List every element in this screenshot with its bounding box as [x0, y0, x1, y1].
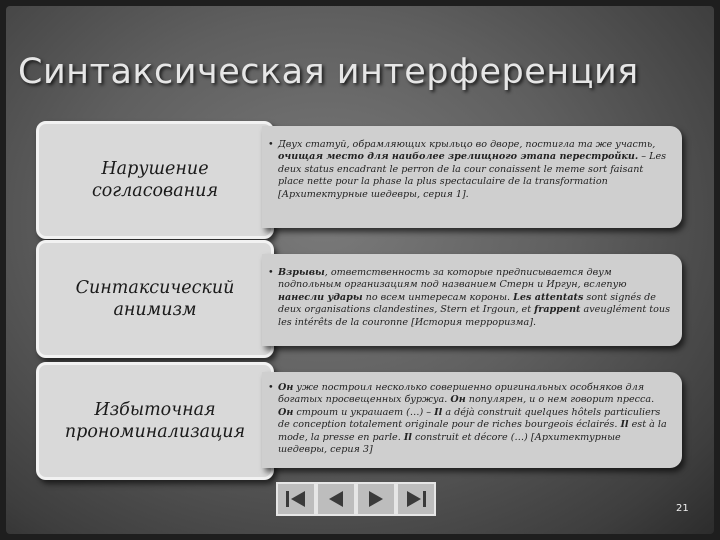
last-page-icon — [403, 488, 429, 510]
bullet: • — [268, 139, 274, 150]
text-segment: a déjà construit quelques hôtels particuliers de conception totalement originale pour de riches bourgeois éclairés. — [278, 406, 661, 431]
label-text: Нарушение согласования — [91, 159, 219, 201]
bullet: • — [268, 267, 274, 278]
text-bold: нанесли удары — [278, 291, 363, 303]
label-text: Избыточная прономинализация — [64, 400, 246, 442]
text-segment: Двух статуй, обрамляющих крыльцо во дворе, постигла та же участь, — [278, 139, 656, 150]
label-box-agreement — [36, 121, 274, 239]
text-box-agreement — [262, 126, 682, 228]
label-box-pronominalization — [36, 362, 274, 480]
text-segment: – Les deux status encadrant le perron de la cour conaissent le meme sort faisant place nette pour la phase la plus spectaculaire de la transformation [Архитектурные шедевры, серия 1]. — [278, 151, 667, 200]
next-slide-button[interactable] — [356, 482, 396, 516]
text-segment: уже построил несколько совершенно оригинальных особняков для богатых просвещенных буржуа. — [278, 382, 645, 406]
text-segment: est à la mode, la presse en parle. — [278, 419, 667, 443]
text-segment: construit et décore (…) [Архитектурные шедевры, серия 3] — [278, 431, 621, 456]
text-bold: Il — [403, 431, 412, 443]
page-number: 21 — [676, 503, 689, 514]
text-segment: популярен, и о нем говорит пресса. — [465, 394, 655, 406]
text-bold: Он — [278, 406, 294, 418]
last-slide-button[interactable] — [396, 482, 436, 516]
text-bold: frappent — [534, 304, 581, 316]
text-segment: sont signés de deux organisations clandestines, Stern et Irgoun, et — [278, 291, 656, 316]
label-text: Синтаксический анимизм — [75, 278, 235, 320]
text-segment: по всем интересам короны. — [362, 291, 514, 303]
text-segment: aveuglément tous les intérêts de la couronne [История терроризма]. — [278, 304, 671, 328]
text-bold: Il — [620, 419, 629, 431]
first-slide-button[interactable] — [276, 482, 316, 516]
text-bold: Il — [434, 406, 443, 418]
text-bold: Взрывы — [278, 267, 325, 278]
text-segment: , ответственность за которые предписывается двум подпольным организациям под названием Стерн и Иргун, вслепую — [278, 267, 627, 291]
slide-title: Синтаксическая интерференция — [18, 52, 639, 92]
text-box-pronominalization — [262, 372, 682, 468]
label-box-animism — [36, 240, 274, 358]
next-page-icon — [363, 488, 389, 510]
text-bold: Он — [278, 382, 294, 393]
slide-navigation — [276, 482, 436, 516]
text-bold: Les attentats — [513, 291, 584, 303]
bullet: • — [268, 382, 274, 393]
text-bold: очищая место для наиболее зрелищного этапа перестройки. — [278, 151, 639, 163]
previous-slide-button[interactable] — [316, 482, 356, 516]
previous-page-icon — [323, 488, 349, 510]
text-segment: строит и украшает (…) – — [293, 406, 435, 418]
text-bold: Он — [450, 394, 466, 406]
first-page-icon — [283, 488, 309, 510]
text-box-animism — [262, 254, 682, 346]
